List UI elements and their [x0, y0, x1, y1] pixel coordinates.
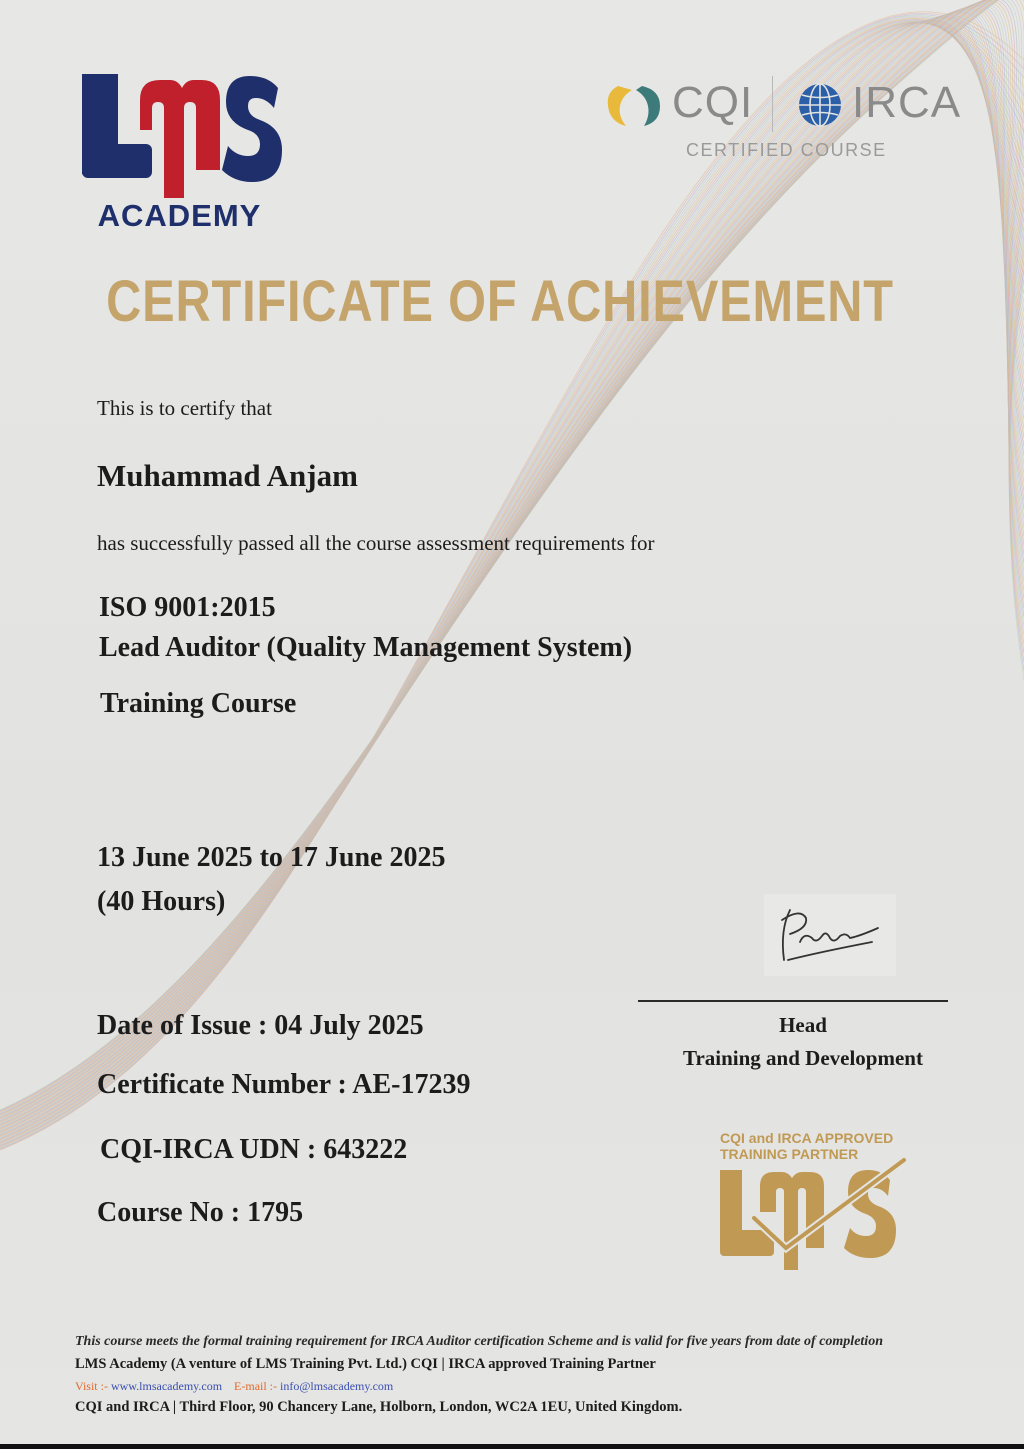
certificate-title: CERTIFICATE OF ACHIEVEMENT	[106, 269, 894, 334]
certified-course-label: CERTIFIED COURSE	[686, 140, 887, 160]
course-type: Training Course	[100, 688, 297, 719]
date-of-issue: Date of Issue : 04 July 2025	[97, 1010, 424, 1041]
footer-contact	[75, 1379, 995, 1394]
badge-line-partner: TRAINING PARTNER	[720, 1146, 859, 1162]
course-dates: 13 June 2025 to 17 June 2025	[97, 842, 446, 873]
signature-line	[638, 1000, 948, 1002]
website-link[interactable]: www.lmsacademy.com	[110, 1379, 223, 1393]
certificate-number: Certificate Number : AE-17239	[97, 1069, 471, 1100]
lms-letters-logo-icon	[78, 70, 283, 200]
footer-address: CQI and IRCA | Third Floor, 90 Chancery Lane, Holborn, London, WC2A 1EU, United Kingdom.	[75, 1399, 683, 1415]
approved-partner-badge	[714, 1126, 914, 1276]
cqi-wordmark: CQI	[672, 78, 754, 127]
cqi-mark-icon	[604, 82, 664, 128]
footer-validity-note: This course meets the formal training requirement for IRCA Auditor certification Scheme and is valid for five years from date of completion	[75, 1334, 883, 1349]
irca-globe-icon	[794, 82, 846, 128]
footer-venture: LMS Academy (A venture of LMS Training Pvt. Ltd.) CQI | IRCA approved Training Partner	[75, 1356, 656, 1372]
cqi-irca-accreditation	[604, 76, 964, 166]
passed-line: has successfully passed all the course assessment requirements for	[97, 531, 655, 555]
course-title: Lead Auditor (Quality Management System)	[99, 632, 633, 663]
academy-wordmark: ACADEMY	[97, 198, 262, 233]
irca-wordmark: IRCA	[852, 78, 962, 127]
logo-divider	[772, 76, 773, 132]
email-link[interactable]: info@lmsacademy.com	[280, 1379, 394, 1393]
lms-academy-logo	[72, 70, 287, 240]
course-hours: (40 Hours)	[97, 886, 226, 917]
visit-label: Visit :-	[75, 1379, 108, 1393]
recipient-name: Muhammad Anjam	[97, 458, 358, 493]
course-number: Course No : 1795	[97, 1197, 304, 1228]
cqi-irca-udn: CQI-IRCA UDN : 643222	[100, 1134, 408, 1165]
course-standard: ISO 9001:2015	[99, 592, 276, 623]
signatory-title: Head	[779, 1013, 827, 1037]
email-label: E-mail :-	[234, 1379, 278, 1393]
signature-icon	[760, 890, 900, 980]
bottom-border	[0, 1444, 1024, 1449]
signatory-department: Training and Development	[683, 1046, 923, 1070]
badge-line-approved: CQI and IRCA APPROVED	[720, 1130, 894, 1146]
certify-line: This is to certify that	[97, 396, 272, 420]
lms-gold-check-logo-icon	[714, 1156, 914, 1274]
